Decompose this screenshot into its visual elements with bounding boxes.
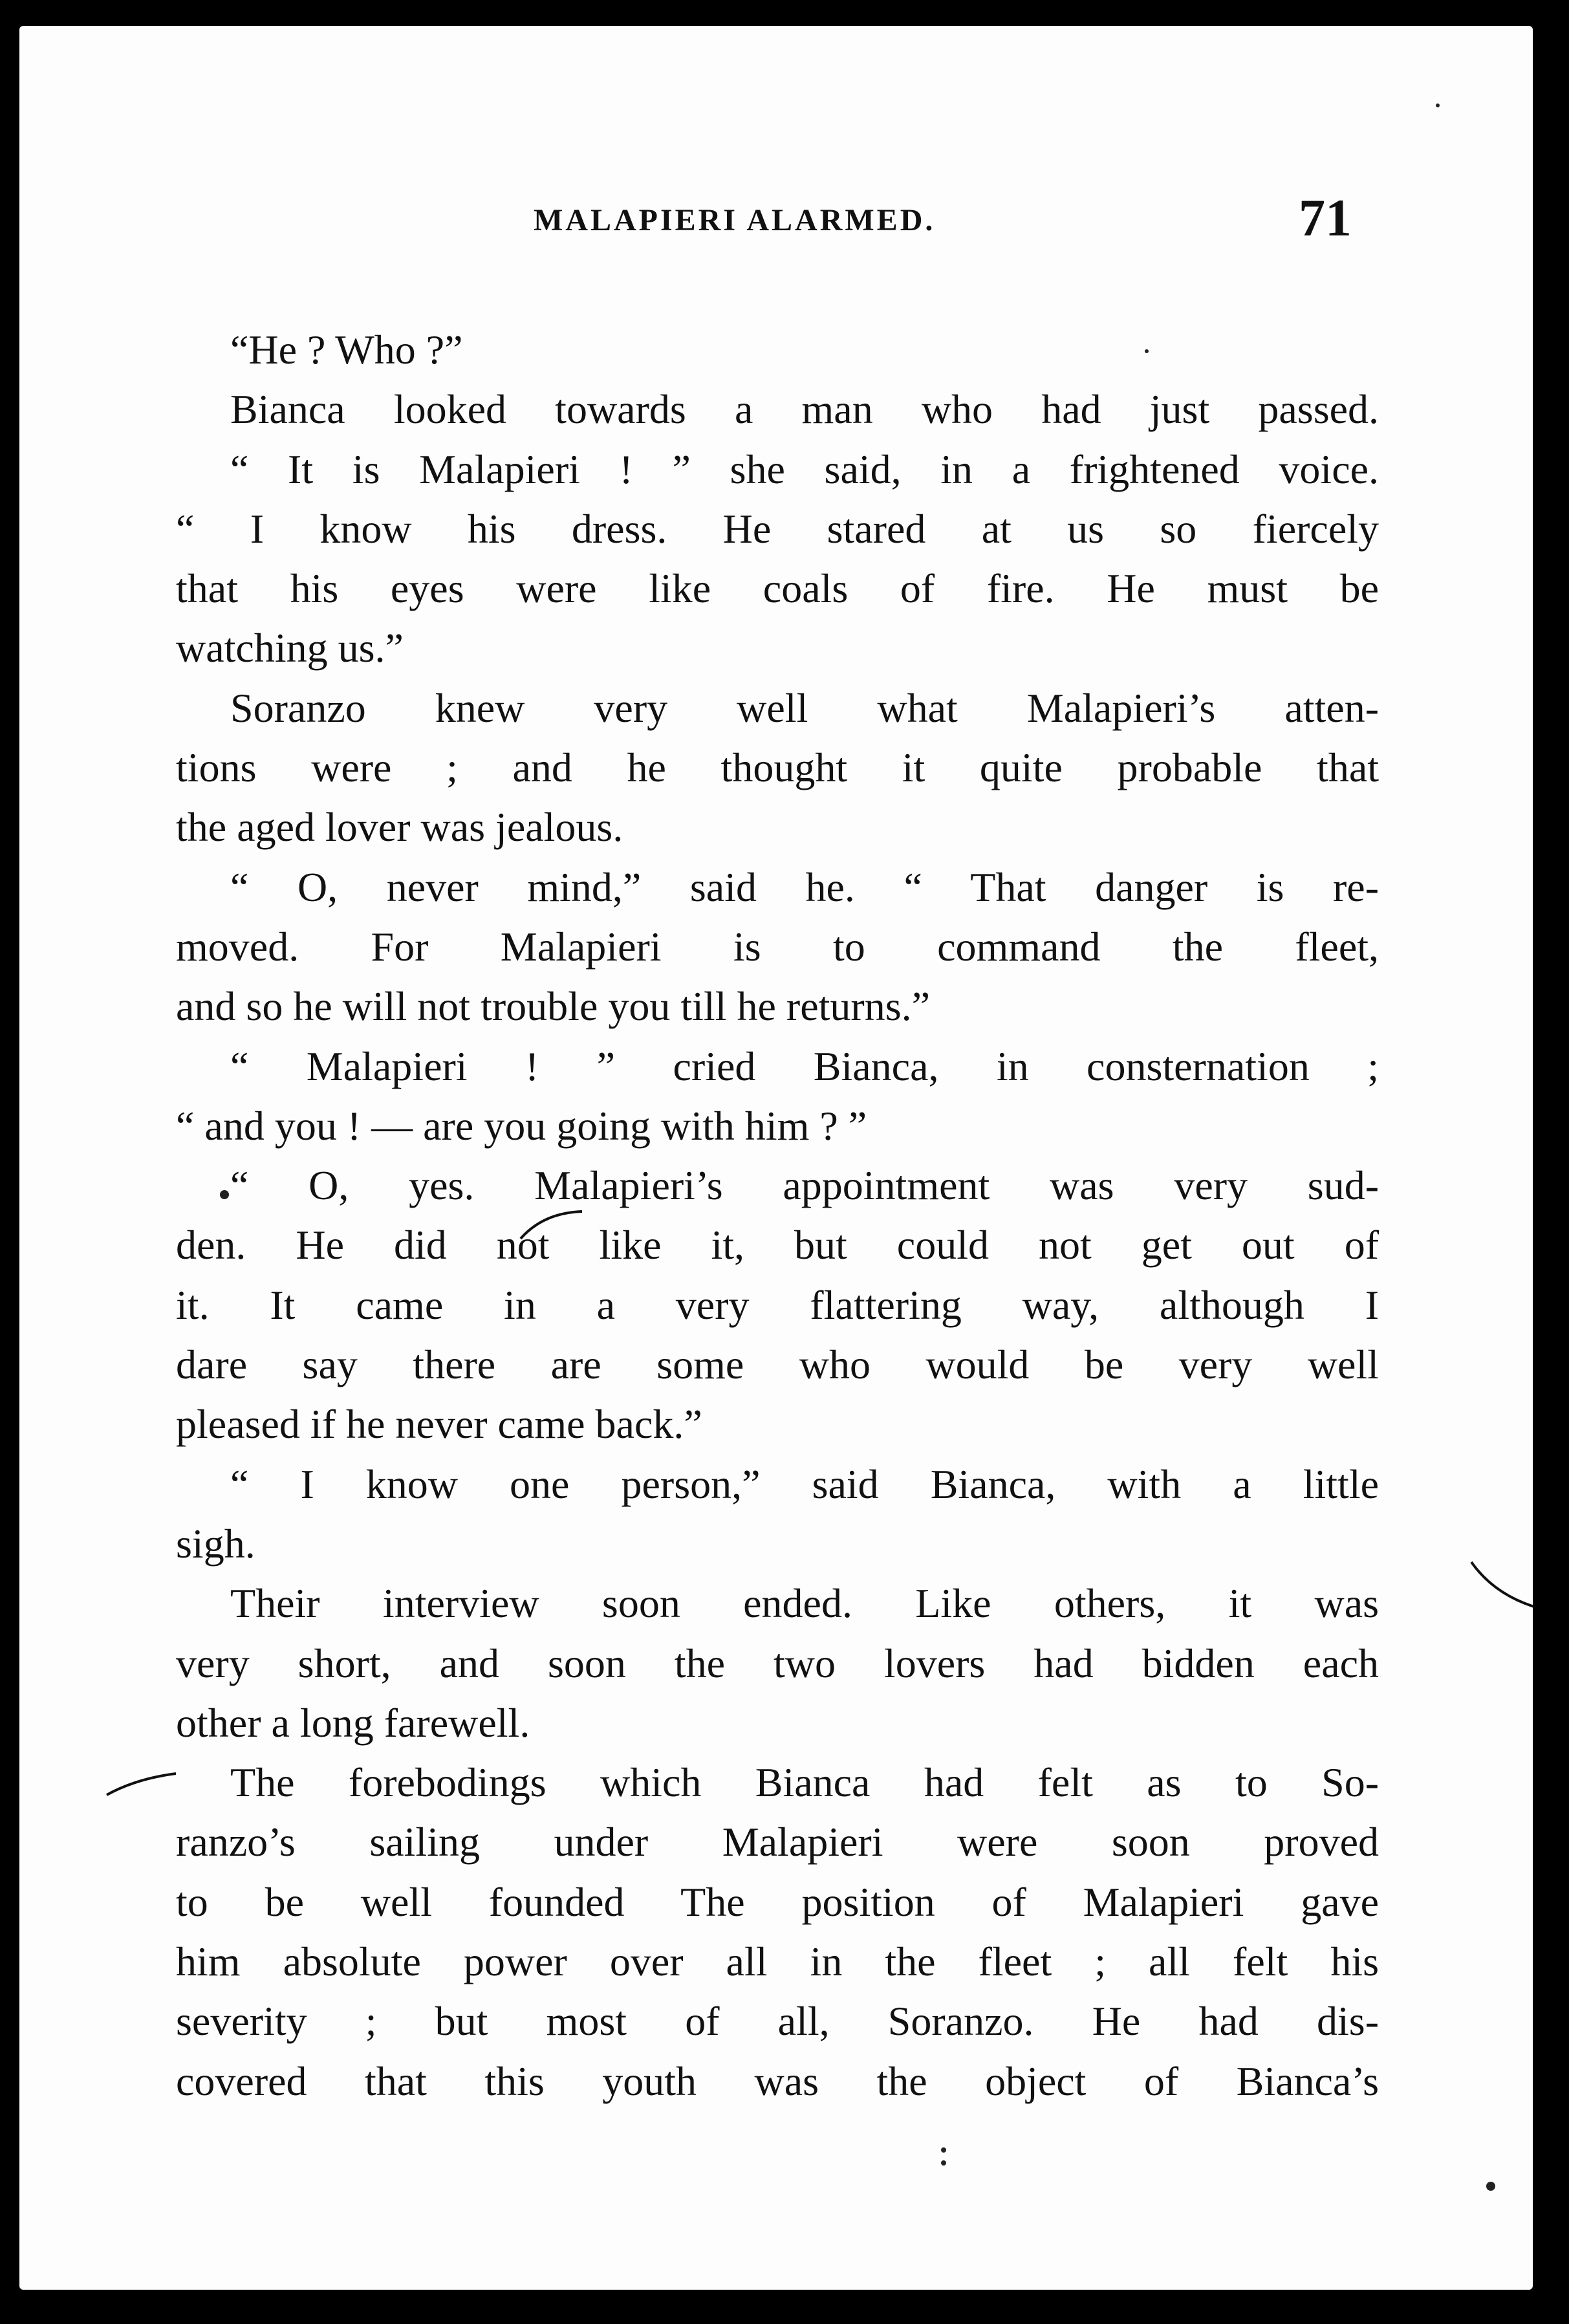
text-line: covered that this youth was the object of Bianca’s: [176, 2058, 1379, 2104]
text-line: the aged lover was jealous.: [176, 804, 623, 851]
book-page: [19, 26, 1533, 2290]
text-line: Their interview soon ended. Like others, it was: [230, 1580, 1379, 1627]
text-line: watching us.”: [176, 625, 404, 671]
text-line: severity ; but most of all, Soranzo. He had dis-: [176, 1998, 1379, 2045]
ink-speck: [220, 1190, 229, 1199]
ink-speck: [1436, 103, 1440, 107]
text-line: to be well founded The position of Malapieri gave: [176, 1878, 1379, 1925]
margin-pencil-mark-left: [103, 1766, 181, 1805]
ink-speck: [1486, 2182, 1495, 2191]
text-line: “ O, never mind,” said he. “ That danger is re-: [230, 863, 1379, 910]
text-line: Soranzo knew very well what Malapieri’s atten-: [230, 684, 1379, 731]
text-line: other a long farewell.: [176, 1699, 530, 1746]
text-line: sigh.: [176, 1520, 255, 1567]
text-line: very short, and soon the two lovers had bidden each: [176, 1640, 1379, 1686]
text-line: “He ? Who ?”: [230, 327, 463, 373]
margin-pencil-mark-right: [1468, 1559, 1533, 1624]
text-line: The forebodings which Bianca had felt as to So-: [230, 1759, 1379, 1806]
text-line: dare say there are some who would be very well: [176, 1341, 1379, 1388]
text-pencil-mark: [517, 1206, 589, 1245]
running-title: MALAPIERI ALARMED.: [534, 203, 936, 237]
ink-speck: [1145, 349, 1149, 353]
text-line: “ and you ! — are you going with him ? ”: [176, 1102, 867, 1149]
text-line: ranzo’s sailing under Malapieri were soon proved: [176, 1819, 1379, 1865]
body-text: [176, 320, 1379, 2111]
text-line: Bianca looked towards a man who had just passed.: [230, 386, 1379, 433]
text-line: moved. For Malapieri is to command the fleet,: [176, 923, 1379, 970]
ink-speck: [941, 2160, 946, 2166]
text-line: “ O, yes. Malapieri’s appointment was very sud-: [230, 1162, 1379, 1209]
text-line: den. He did not like it, but could not get out of: [176, 1222, 1379, 1268]
ink-speck: [941, 2147, 946, 2153]
text-line: it. It came in a very flattering way, although I: [176, 1281, 1379, 1328]
page-number: 71: [1299, 188, 1352, 247]
text-line: “ I know one person,” said Bianca, with a little: [230, 1461, 1379, 1507]
text-line: and so he will not trouble you till he returns.”: [176, 983, 930, 1030]
text-line: “ Malapieri ! ” cried Bianca, in consternation ;: [230, 1043, 1379, 1089]
text-line: tions were ; and he thought it quite probable that: [176, 744, 1379, 791]
text-line: “ I know his dress. He stared at us so fiercely: [176, 505, 1379, 552]
text-line: “ It is Malapieri ! ” she said, in a frightened voice.: [230, 446, 1379, 492]
text-line: that his eyes were like coals of fire. He must be: [176, 565, 1379, 612]
text-line: him absolute power over all in the fleet ; all felt his: [176, 1938, 1379, 1985]
text-line: pleased if he never came back.”: [176, 1401, 702, 1448]
